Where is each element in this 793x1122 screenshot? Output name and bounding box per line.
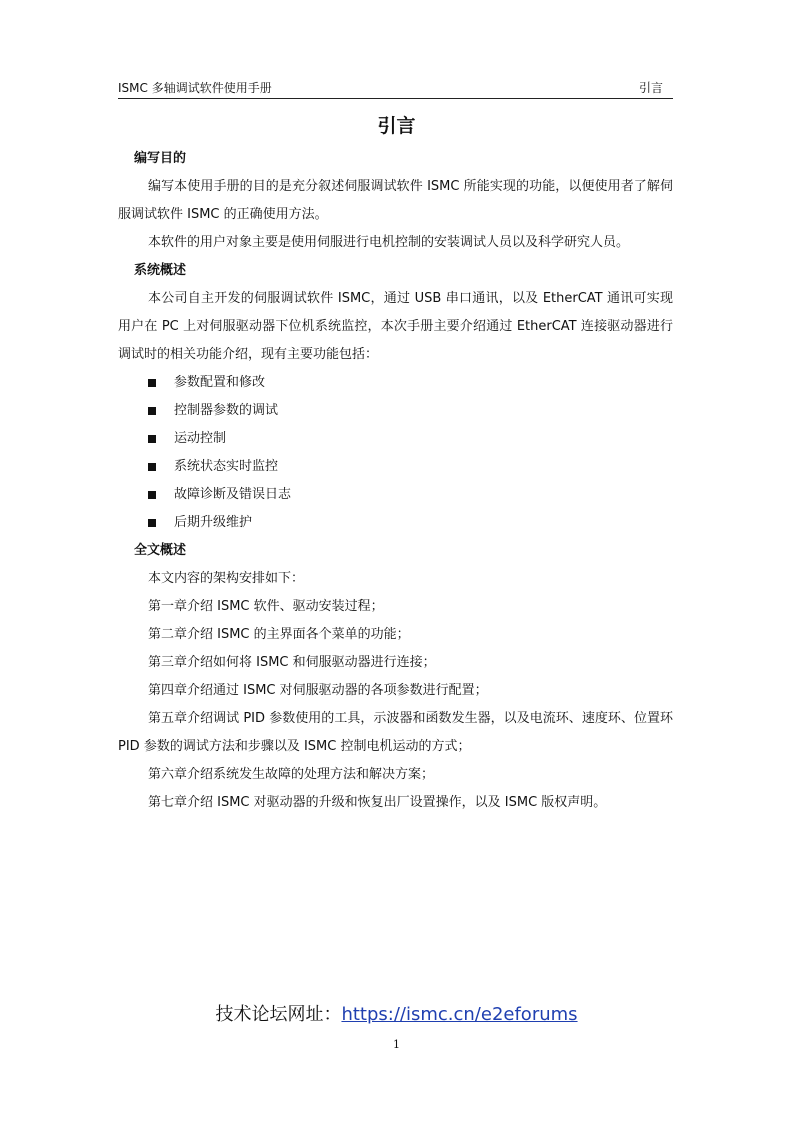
square-bullet-icon <box>148 491 156 499</box>
chapter-summary: 第一章介绍 ISMC 软件、驱动安装过程； <box>148 599 384 614</box>
list-item-label: 参数配置和修改 <box>174 375 266 390</box>
paragraph: 本文内容的架构安排如下： <box>148 571 305 586</box>
square-bullet-icon <box>148 379 156 387</box>
square-bullet-icon <box>148 407 156 415</box>
header-section-title: 引言 <box>638 81 663 95</box>
document-body <box>118 145 673 817</box>
paragraph: 本软件的用户对象主要是使用伺服进行电机控制的安装调试人员以及科学研究人员。 <box>148 235 630 250</box>
list-item-label: 系统状态实时监控 <box>174 459 279 474</box>
chapter-summary: 第五章介绍调试 PID 参数使用的工具，示波器和函数发生器，以及电流环、速度环、位置环 PID 参数的调试方法和步骤以及 ISMC 控制电机运动的方式； <box>118 711 673 754</box>
list-item-label: 故障诊断及错误日志 <box>174 487 292 502</box>
chapter-summary: 第六章介绍系统发生故障的处理方法和解决方案； <box>148 767 435 782</box>
square-bullet-icon <box>148 463 156 471</box>
header-doc-title: ISMC 多轴调试软件使用手册 <box>118 81 272 95</box>
chapter-summary: 第二章介绍 ISMC 的主界面各个菜单的功能； <box>148 627 410 642</box>
list-item <box>118 425 673 453</box>
list-item-label: 控制器参数的调试 <box>174 403 279 418</box>
page-header <box>118 76 673 99</box>
list-item <box>118 453 673 481</box>
paragraph: 编写本使用手册的目的是充分叙述伺服调试软件 ISMC 所能实现的功能，以便使用者了解伺服调试软件 ISMC 的正确使用方法。 <box>118 179 673 222</box>
list-item <box>118 397 673 425</box>
list-item-label: 后期升级维护 <box>174 515 253 530</box>
square-bullet-icon <box>148 519 156 527</box>
forum-url-link[interactable]: https://ismc.cn/e2eforums <box>341 1004 578 1025</box>
list-item <box>118 481 673 509</box>
square-bullet-icon <box>148 435 156 443</box>
chapter-summary: 第四章介绍通过 ISMC 对伺服驱动器的各项参数进行配置； <box>148 683 488 698</box>
forum-link-line <box>0 1000 793 1026</box>
list-item <box>118 369 673 397</box>
section-heading-summary: 全文概述 <box>134 543 187 558</box>
list-item-label: 运动控制 <box>174 431 227 446</box>
paragraph: 本公司自主开发的伺服调试软件 ISMC，通过 USB 串口通讯，以及 EtherCAT 通讯可实现用户在 PC 上对伺服驱动器下位机系统监控，本次手册主要介绍通过 EtherCAT 连接驱动器进行调试时的相关功能介绍，现有主要功能包括： <box>118 291 673 362</box>
page-number: 1 <box>393 1038 400 1051</box>
section-heading-overview: 系统概述 <box>134 263 187 278</box>
list-item <box>118 509 673 537</box>
chapter-summary: 第三章介绍如何将 ISMC 和伺服驱动器进行连接； <box>148 655 436 670</box>
section-heading-purpose: 编写目的 <box>134 151 187 166</box>
chapter-summary: 第七章介绍 ISMC 对驱动器的升级和恢复出厂设置操作，以及 ISMC 版权声明。 <box>148 795 607 810</box>
page-title: 引言 <box>377 115 416 137</box>
forum-link-label: 技术论坛网址： <box>215 1004 342 1025</box>
